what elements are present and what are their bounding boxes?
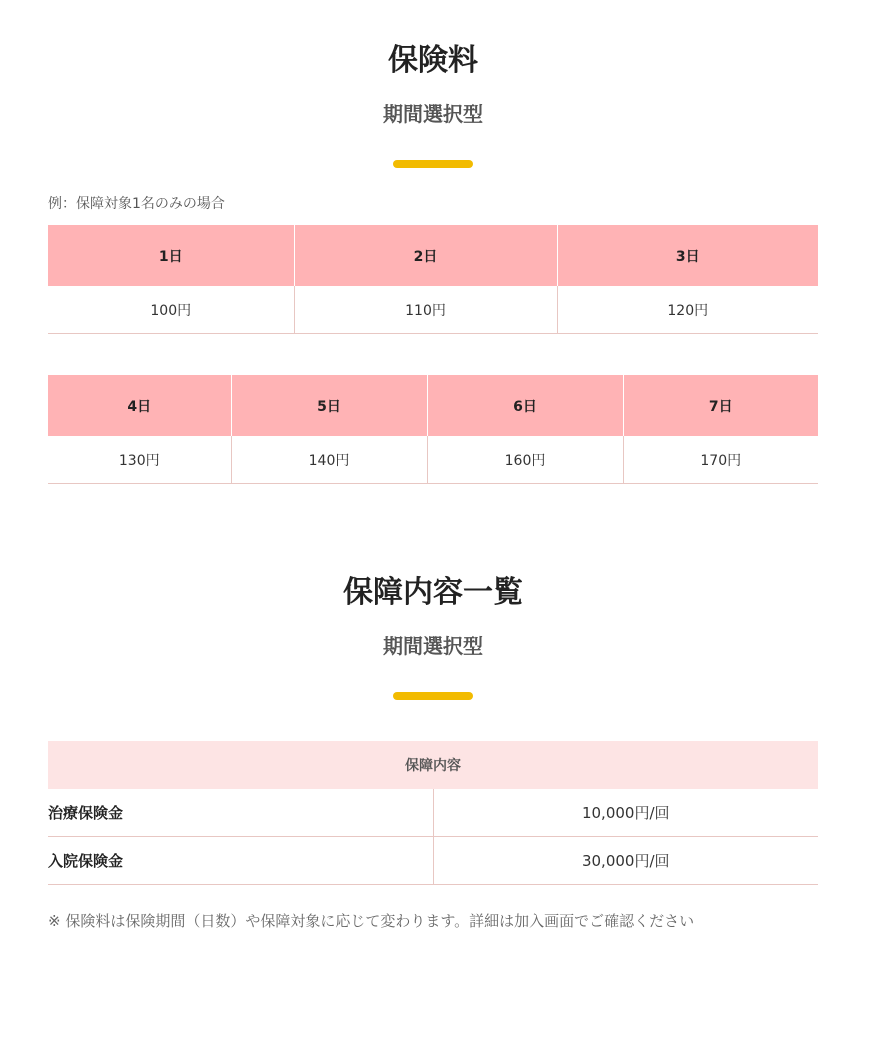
table-row xyxy=(48,436,818,484)
coverage-subtitle: 期間選択型 xyxy=(383,634,483,658)
coverage-value-hospitalization: 30,000円/回 xyxy=(433,837,818,885)
premium-subtitle: 期間選択型 xyxy=(383,102,483,126)
table-header-row xyxy=(48,375,818,436)
table-cell: 100円 xyxy=(48,286,294,334)
coverage-accent-bar xyxy=(393,692,473,700)
table-header-cell: 6日 xyxy=(427,375,623,436)
coverage-value-treatment: 10,000円/回 xyxy=(433,789,818,837)
coverage-title: 保障内容一覧 xyxy=(343,575,523,610)
table-header-cell: 3日 xyxy=(557,225,818,286)
premium-table-days-4-7 xyxy=(48,375,818,484)
coverage-label-treatment: 治療保険金 xyxy=(48,789,433,837)
coverage-table xyxy=(48,741,818,885)
table-cell: 160円 xyxy=(427,436,623,484)
coverage-header: 保障内容 xyxy=(48,741,818,789)
table-row xyxy=(48,789,818,837)
table-header-cell: 2日 xyxy=(294,225,557,286)
table-header-row xyxy=(48,741,818,789)
table-cell: 110円 xyxy=(294,286,557,334)
table-header-row xyxy=(48,225,818,286)
premium-example-note: 例：保障対象1名のみの場合 xyxy=(48,196,225,212)
table-row xyxy=(48,286,818,334)
table-cell: 120円 xyxy=(557,286,818,334)
table-cell: 170円 xyxy=(623,436,818,484)
coverage-label-hospitalization: 入院保険金 xyxy=(48,837,433,885)
table-cell: 140円 xyxy=(231,436,427,484)
premium-accent-bar xyxy=(393,160,473,168)
table-header-cell: 4日 xyxy=(48,375,231,436)
footnote: ※ 保険料は保険期間（日数）や保障対象に応じて変わります。詳細は加入画面でご確認ください xyxy=(48,912,695,930)
table-header-cell: 7日 xyxy=(623,375,818,436)
table-row xyxy=(48,837,818,885)
premium-title: 保険料 xyxy=(388,43,478,78)
table-cell: 130円 xyxy=(48,436,231,484)
table-header-cell: 1日 xyxy=(48,225,294,286)
premium-table-days-1-3 xyxy=(48,225,818,334)
table-header-cell: 5日 xyxy=(231,375,427,436)
